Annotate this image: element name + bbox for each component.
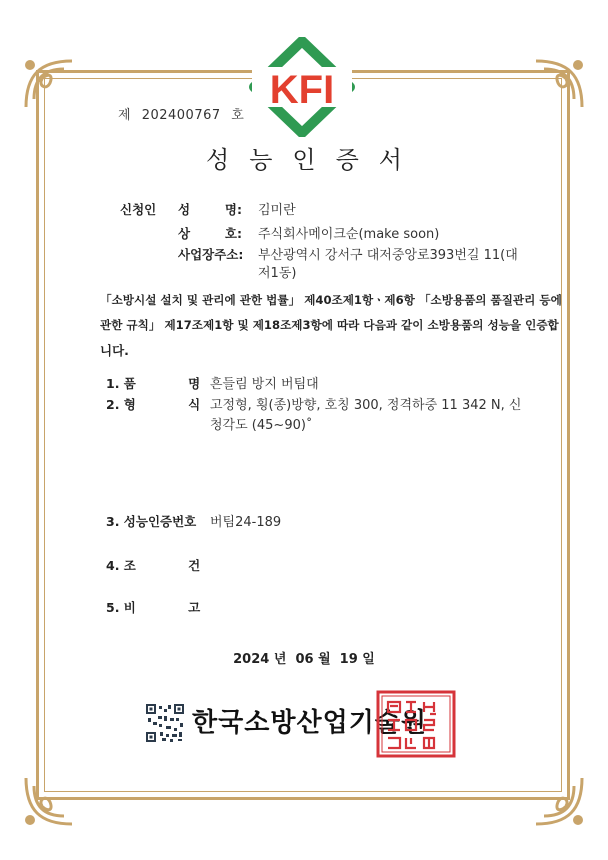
statement-line: 「소방시설 설치 및 관리에 관한 법률」 제40조제1항ㆍ제6항 「소방용품의 품질관리 등에 — [100, 293, 562, 307]
logo-text: KFI — [269, 68, 335, 112]
corner-ornament-icon — [530, 772, 588, 830]
kfi-logo — [248, 37, 356, 137]
company-label: 상 호: — [178, 226, 242, 241]
corner-ornament-icon — [20, 55, 78, 113]
condition-label: 4. 조 건 — [106, 558, 201, 573]
model-value-line-2: 청각도 (45~90)˚ — [210, 418, 313, 433]
cert-number-suffix: 호 — [231, 108, 245, 123]
company-value: 주식회사메이크순(make soon) — [258, 227, 440, 242]
address-label: 사업장주소: — [178, 247, 244, 262]
statement-line: 니다. — [100, 343, 129, 358]
corner-ornament-icon — [530, 55, 588, 113]
model-label: 2. 형 식 — [106, 397, 201, 412]
page-title: 성능인증서 — [206, 146, 422, 174]
address-line-1: 부산광역시 강서구 대저중앙로393번길 11(대 — [258, 248, 518, 263]
issuing-organization: 한국소방산업기술원 — [192, 708, 428, 738]
corner-ornament-icon — [20, 772, 78, 830]
remark-label: 5. 비 고 — [106, 600, 201, 615]
product-label: 1. 품 명 — [106, 376, 201, 391]
address-line-2: 저1동) — [258, 266, 297, 281]
certificate-border-inner — [44, 78, 562, 792]
qr-code-icon — [146, 704, 184, 742]
name-value: 김미란 — [258, 203, 296, 218]
name-label: 성 명: — [178, 202, 242, 217]
cert-number-label: 3. 성능인증번호 — [106, 514, 197, 529]
applicant-section-label: 신청인 — [120, 202, 157, 217]
product-value: 흔들림 방지 버팀대 — [210, 377, 319, 392]
cert-number-value: 202400767 — [141, 108, 221, 123]
certificate-number — [118, 104, 244, 123]
model-value-line-1: 고정형, 횡(종)방향, 호칭 300, 정격하중 11 342 N, 신 — [210, 398, 522, 413]
issue-date: 2024 년 06 월 19 일 — [233, 652, 375, 667]
cert-number-item-value: 버팀24-189 — [210, 515, 282, 530]
statement-line: 관한 규칙」 제17조제1항 및 제18조제3항에 따라 다음과 같이 소방용품의 성능을 인증합 — [100, 318, 559, 332]
statement-paragraph — [100, 288, 562, 363]
official-seal-icon — [376, 690, 456, 758]
cert-number-prefix: 제 — [118, 108, 132, 123]
